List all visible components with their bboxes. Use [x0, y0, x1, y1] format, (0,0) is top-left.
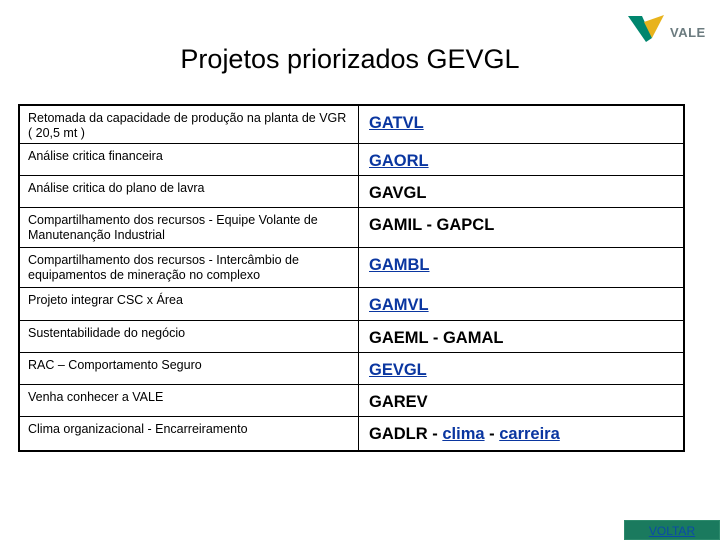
vale-logo-text: VALE [670, 25, 706, 40]
project-code: GADLR [369, 425, 428, 443]
table-row [19, 353, 684, 385]
project-link-gaorl[interactable]: GAORL [369, 152, 429, 170]
project-link-gevgl[interactable]: GEVGL [369, 361, 427, 379]
table-row [19, 208, 684, 248]
project-description: Venha conhecer a VALE [19, 385, 359, 417]
table-row [19, 417, 684, 451]
project-description: Retomada da capacidade de produção na planta de VGR ( 20,5 mt ) [19, 105, 359, 144]
voltar-button[interactable]: VOLTAR [624, 520, 720, 540]
separator: - [427, 425, 443, 443]
table-row [19, 105, 684, 144]
project-code: GAVGL [369, 184, 427, 202]
project-link-gatvl[interactable]: GATVL [369, 114, 424, 132]
table-row [19, 248, 684, 288]
table-row [19, 176, 684, 208]
separator: - [484, 425, 500, 443]
project-link-gamvl[interactable]: GAMVL [369, 296, 429, 314]
project-description: Sustentabilidade do negócio [19, 321, 359, 353]
table-row [19, 321, 684, 353]
project-description: RAC – Comportamento Seguro [19, 353, 359, 385]
carreira-link[interactable]: carreira [499, 425, 560, 443]
project-code: GAMIL - GAPCL [369, 216, 495, 234]
projects-table [18, 104, 685, 452]
table-row [19, 385, 684, 417]
clima-link[interactable]: clima [442, 425, 485, 443]
table-row [19, 144, 684, 176]
project-code: GAREV [369, 393, 428, 411]
project-code: GAEML - GAMAL [369, 329, 504, 347]
project-description: Análise critica do plano de lavra [19, 176, 359, 208]
project-description: Análise critica financeira [19, 144, 359, 176]
table-row [19, 288, 684, 321]
project-description: Projeto integrar CSC x Área [19, 288, 359, 321]
page-title: Projetos priorizados GEVGL [180, 44, 520, 74]
project-description: Compartilhamento dos recursos - Intercâmbio de equipamentos de mineração no complexo [19, 248, 359, 288]
project-description: Clima organizacional - Encarreiramento [19, 417, 359, 451]
project-description: Compartilhamento dos recursos - Equipe Volante de Manutenanção Industrial [19, 208, 359, 248]
project-link-gambl[interactable]: GAMBL [369, 256, 430, 274]
